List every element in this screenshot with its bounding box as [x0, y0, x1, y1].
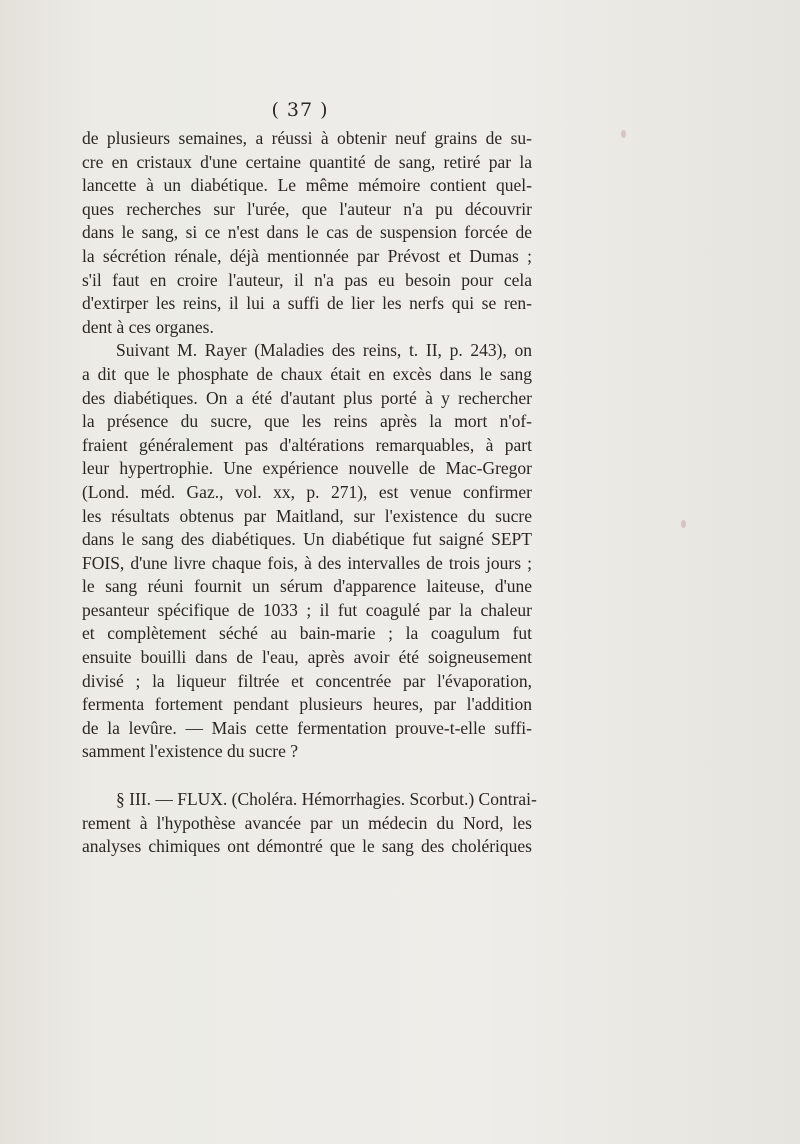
text-line: et complètement séché au bain-marie ; la coagulum fut: [82, 623, 532, 644]
text-line: cre en cristaux d'une certaine quantité de sang, retiré par la: [82, 151, 532, 172]
text-line: les résultats obtenus par Maitland, sur l'existence du sucre: [82, 505, 532, 526]
text-line: divisé ; la liqueur filtrée et concentrée par l'évaporation,: [82, 670, 532, 691]
text-line: de plusieurs semaines, a réussi à obtenir neuf grains de su-: [82, 128, 532, 148]
text-line: dans le sang, si ce n'est dans le cas de suspension forcée de: [82, 222, 532, 243]
text-line: samment l'existence du sucre ?: [82, 741, 298, 762]
page-number: ( 37 ): [271, 99, 329, 121]
text-line: la sécrétion rénale, déjà mentionnée par Prévost et Dumas ;: [82, 245, 532, 266]
text-line: leur hypertrophie. Une expérience nouvelle de Mac-Gregor: [82, 458, 532, 479]
text-line: des diabétiques. On a été d'autant plus porté à y rechercher: [82, 387, 532, 408]
text-line: Suivant M. Rayer (Maladies des reins, t. II, p. 243), on: [116, 340, 532, 361]
text-line: pesanteur spécifique de 1033 ; il fut coagulé par la chaleur: [82, 599, 532, 620]
text-line: de la levûre. — Mais cette fermentation prouve-t-elle suffi-: [82, 717, 532, 738]
text-line: le sang réuni fournit un sérum d'apparence laiteuse, d'une: [82, 576, 532, 597]
text-line: d'extirper les reins, il lui a suffi de lier les nerfs qui se ren-: [82, 293, 532, 314]
text-line: FOIS, d'une livre chaque fois, à des intervalles de trois jours ;: [82, 552, 532, 573]
text-line: ensuite bouilli dans de l'eau, après avoir été soigneusement: [82, 647, 532, 668]
text-line: § III. — FLUX. (Choléra. Hémorrhagies. Scorbut.) Contrai-: [116, 789, 537, 810]
body-text: [82, 127, 537, 859]
text-line: dans le sang des diabétiques. Un diabétique fut saigné SEPT: [82, 529, 532, 550]
text-line: a dit que le phosphate de chaux était en excès dans le sang: [82, 363, 532, 384]
text-line: rement à l'hypothèse avancée par un médecin du Nord, les: [82, 812, 532, 833]
ink-blot: [621, 130, 626, 138]
text-line: fermenta fortement pendant plusieurs heures, par l'addition: [82, 694, 532, 715]
section-gap: [82, 764, 532, 788]
ink-blot: [681, 520, 686, 528]
text-line: lancette à un diabétique. Le même mémoire contient quel-: [82, 175, 532, 196]
text-line: (Lond. méd. Gaz., vol. xx, p. 271), est venue confirmer: [82, 481, 532, 502]
text-line: fraient généralement pas d'altérations remarquables, à part: [82, 434, 532, 455]
text-line: ques recherches sur l'urée, que l'auteur n'a pu découvrir: [82, 198, 532, 219]
text-line: analyses chimiques ont démontré que le sang des cholériques: [82, 836, 532, 857]
text-line: la présence du sucre, que les reins après la mort n'of-: [82, 411, 532, 432]
text-line: dent à ces organes.: [82, 316, 214, 337]
text-line: s'il faut en croire l'auteur, il n'a pas eu besoin pour cela: [82, 269, 532, 290]
